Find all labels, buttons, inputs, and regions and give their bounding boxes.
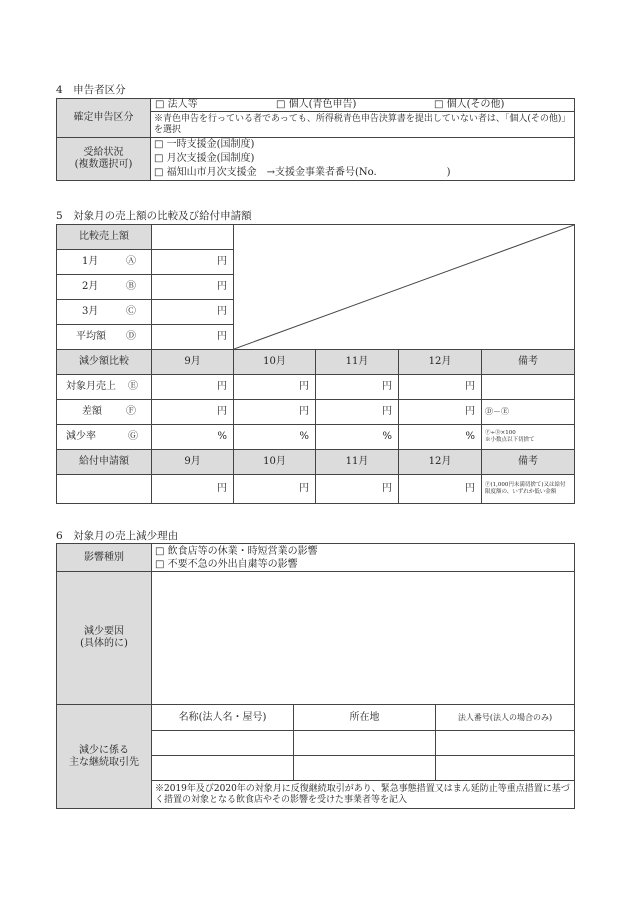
col-partner-address: 所在地 [294, 705, 436, 731]
month2-label: 2月 Ⓑ [57, 275, 152, 300]
month1-label: 1月 Ⓐ [57, 250, 152, 275]
tax-return-options [151, 99, 575, 112]
diff-9[interactable]: 円 [152, 400, 234, 425]
rate-12[interactable]: % [399, 425, 482, 450]
diagonal-blank [234, 225, 575, 350]
apply-month-header-9: 9月 [152, 450, 234, 475]
apply-month-header-12: 12月 [399, 450, 482, 475]
apply-blank [57, 475, 152, 504]
rate-10[interactable]: % [234, 425, 316, 450]
partner-note: ※2019年及び2020年の対象月に反復継続取引があり、緊急事態措置又はまん延防止等重点措置に基づく措置の対象となる飲食店やその影響を受けた事業者等を記入 [152, 781, 575, 809]
sales-comparison-table [56, 224, 575, 504]
remarks-header: 備考 [482, 350, 575, 375]
month-header-10: 10月 [234, 350, 316, 375]
apply-month-header-11: 11月 [316, 450, 399, 475]
partner1-number[interactable] [436, 731, 575, 756]
rate-remarks: Ⓕ÷Ⓓ×100 ※小数点以下切捨て [482, 425, 575, 450]
checkbox-city-monthly-support[interactable]: □ 福知山市月次支援金 →支援金事業者番号(No. ) [154, 167, 451, 178]
diff-10[interactable]: 円 [234, 400, 316, 425]
section5-title: 5 対象月の売上額の比較及び給付申請額 [56, 210, 252, 222]
diff-remarks: Ⓓ－Ⓔ [482, 400, 575, 425]
checkbox-corporation[interactable]: □ 法人等 [155, 99, 198, 110]
partner2-name[interactable] [152, 756, 294, 781]
apply-11[interactable]: 円 [316, 475, 399, 504]
month3-label: 3月 Ⓒ [57, 300, 152, 325]
rate-9[interactable]: % [152, 425, 234, 450]
tax-return-category-label: 確定申告区分 [57, 99, 151, 138]
col-partner-name: 名称(法人名・屋号) [152, 705, 294, 731]
diff-11[interactable]: 円 [316, 400, 399, 425]
checkbox-individual-blue[interactable]: □ 個人(青色申告) [276, 99, 357, 110]
apply-month-header-10: 10月 [234, 450, 316, 475]
diff-label: 差額 Ⓕ [57, 400, 152, 425]
apply-remarks-header: 備考 [482, 450, 575, 475]
receipt-status-label: 受給状況 (複数選択可) [57, 138, 151, 181]
month-header-11: 11月 [316, 350, 399, 375]
month3-value[interactable]: 円 [152, 300, 234, 325]
reduction-factor-label: 減少要因 (具体的に) [57, 572, 152, 705]
apply-12[interactable]: 円 [399, 475, 482, 504]
sales-remarks [482, 375, 575, 400]
apply-header: 給付申請額 [57, 450, 152, 475]
sales-10[interactable]: 円 [234, 375, 316, 400]
partner1-name[interactable] [152, 731, 294, 756]
rate-11[interactable]: % [316, 425, 399, 450]
checkbox-outing-restraint[interactable]: □ 不要不急の外出自粛等の影響 [155, 558, 298, 570]
sales-12[interactable]: 円 [399, 375, 482, 400]
partner1-address[interactable] [294, 731, 436, 756]
checkbox-monthly-support[interactable]: □ 月次支援金(国制度) [154, 153, 255, 164]
receipt-status-options [151, 138, 575, 181]
compare-sales-header: 比較売上額 [57, 225, 152, 250]
section4-title: 4 申告者区分 [56, 84, 126, 96]
tax-return-note: ※青色申告を行っている者であっても、所得税青色申告決算書を提出していない者は、「個人(その他)」を選択 [151, 112, 575, 138]
col-corporate-number: 法人番号(法人の場合のみ) [436, 705, 575, 731]
rate-label: 減少率 Ⓖ [57, 425, 152, 450]
partner2-address[interactable] [294, 756, 436, 781]
impact-type-options [152, 544, 575, 572]
checkbox-restaurant-closure[interactable]: □ 飲食店等の休業・時短営業の影響 [155, 545, 318, 557]
month-header-9: 9月 [152, 350, 234, 375]
average-label: 平均額 Ⓓ [57, 325, 152, 350]
impact-type-label: 影響種別 [57, 544, 152, 572]
reduce-compare-header: 減少額比較 [57, 350, 152, 375]
reduction-reason-table [56, 543, 575, 809]
diff-12[interactable]: 円 [399, 400, 482, 425]
apply-10[interactable]: 円 [234, 475, 316, 504]
sales-11[interactable]: 円 [316, 375, 399, 400]
diagonal-line [234, 225, 574, 349]
applicant-category-table [56, 98, 575, 181]
month2-value[interactable]: 円 [152, 275, 234, 300]
checkbox-temp-support[interactable]: □ 一時支援金(国制度) [154, 139, 255, 150]
apply-9[interactable]: 円 [152, 475, 234, 504]
average-value[interactable]: 円 [152, 325, 234, 350]
section6-title: 6 対象月の売上減少理由 [56, 530, 179, 542]
reduction-factor-input[interactable] [152, 572, 575, 705]
partner-label: 減少に係る 主な継続取引先 [57, 705, 152, 809]
month1-value[interactable]: 円 [152, 250, 234, 275]
month-header-12: 12月 [399, 350, 482, 375]
sales-9[interactable]: 円 [152, 375, 234, 400]
sales-label: 対象月売上 Ⓔ [57, 375, 152, 400]
partner2-number[interactable] [436, 756, 575, 781]
checkbox-individual-other[interactable]: □ 個人(その他) [434, 99, 505, 110]
apply-remarks: Ⓕ(1,000円未満切捨て)又は給付限度額の、いずれか低い金額 [482, 475, 575, 504]
